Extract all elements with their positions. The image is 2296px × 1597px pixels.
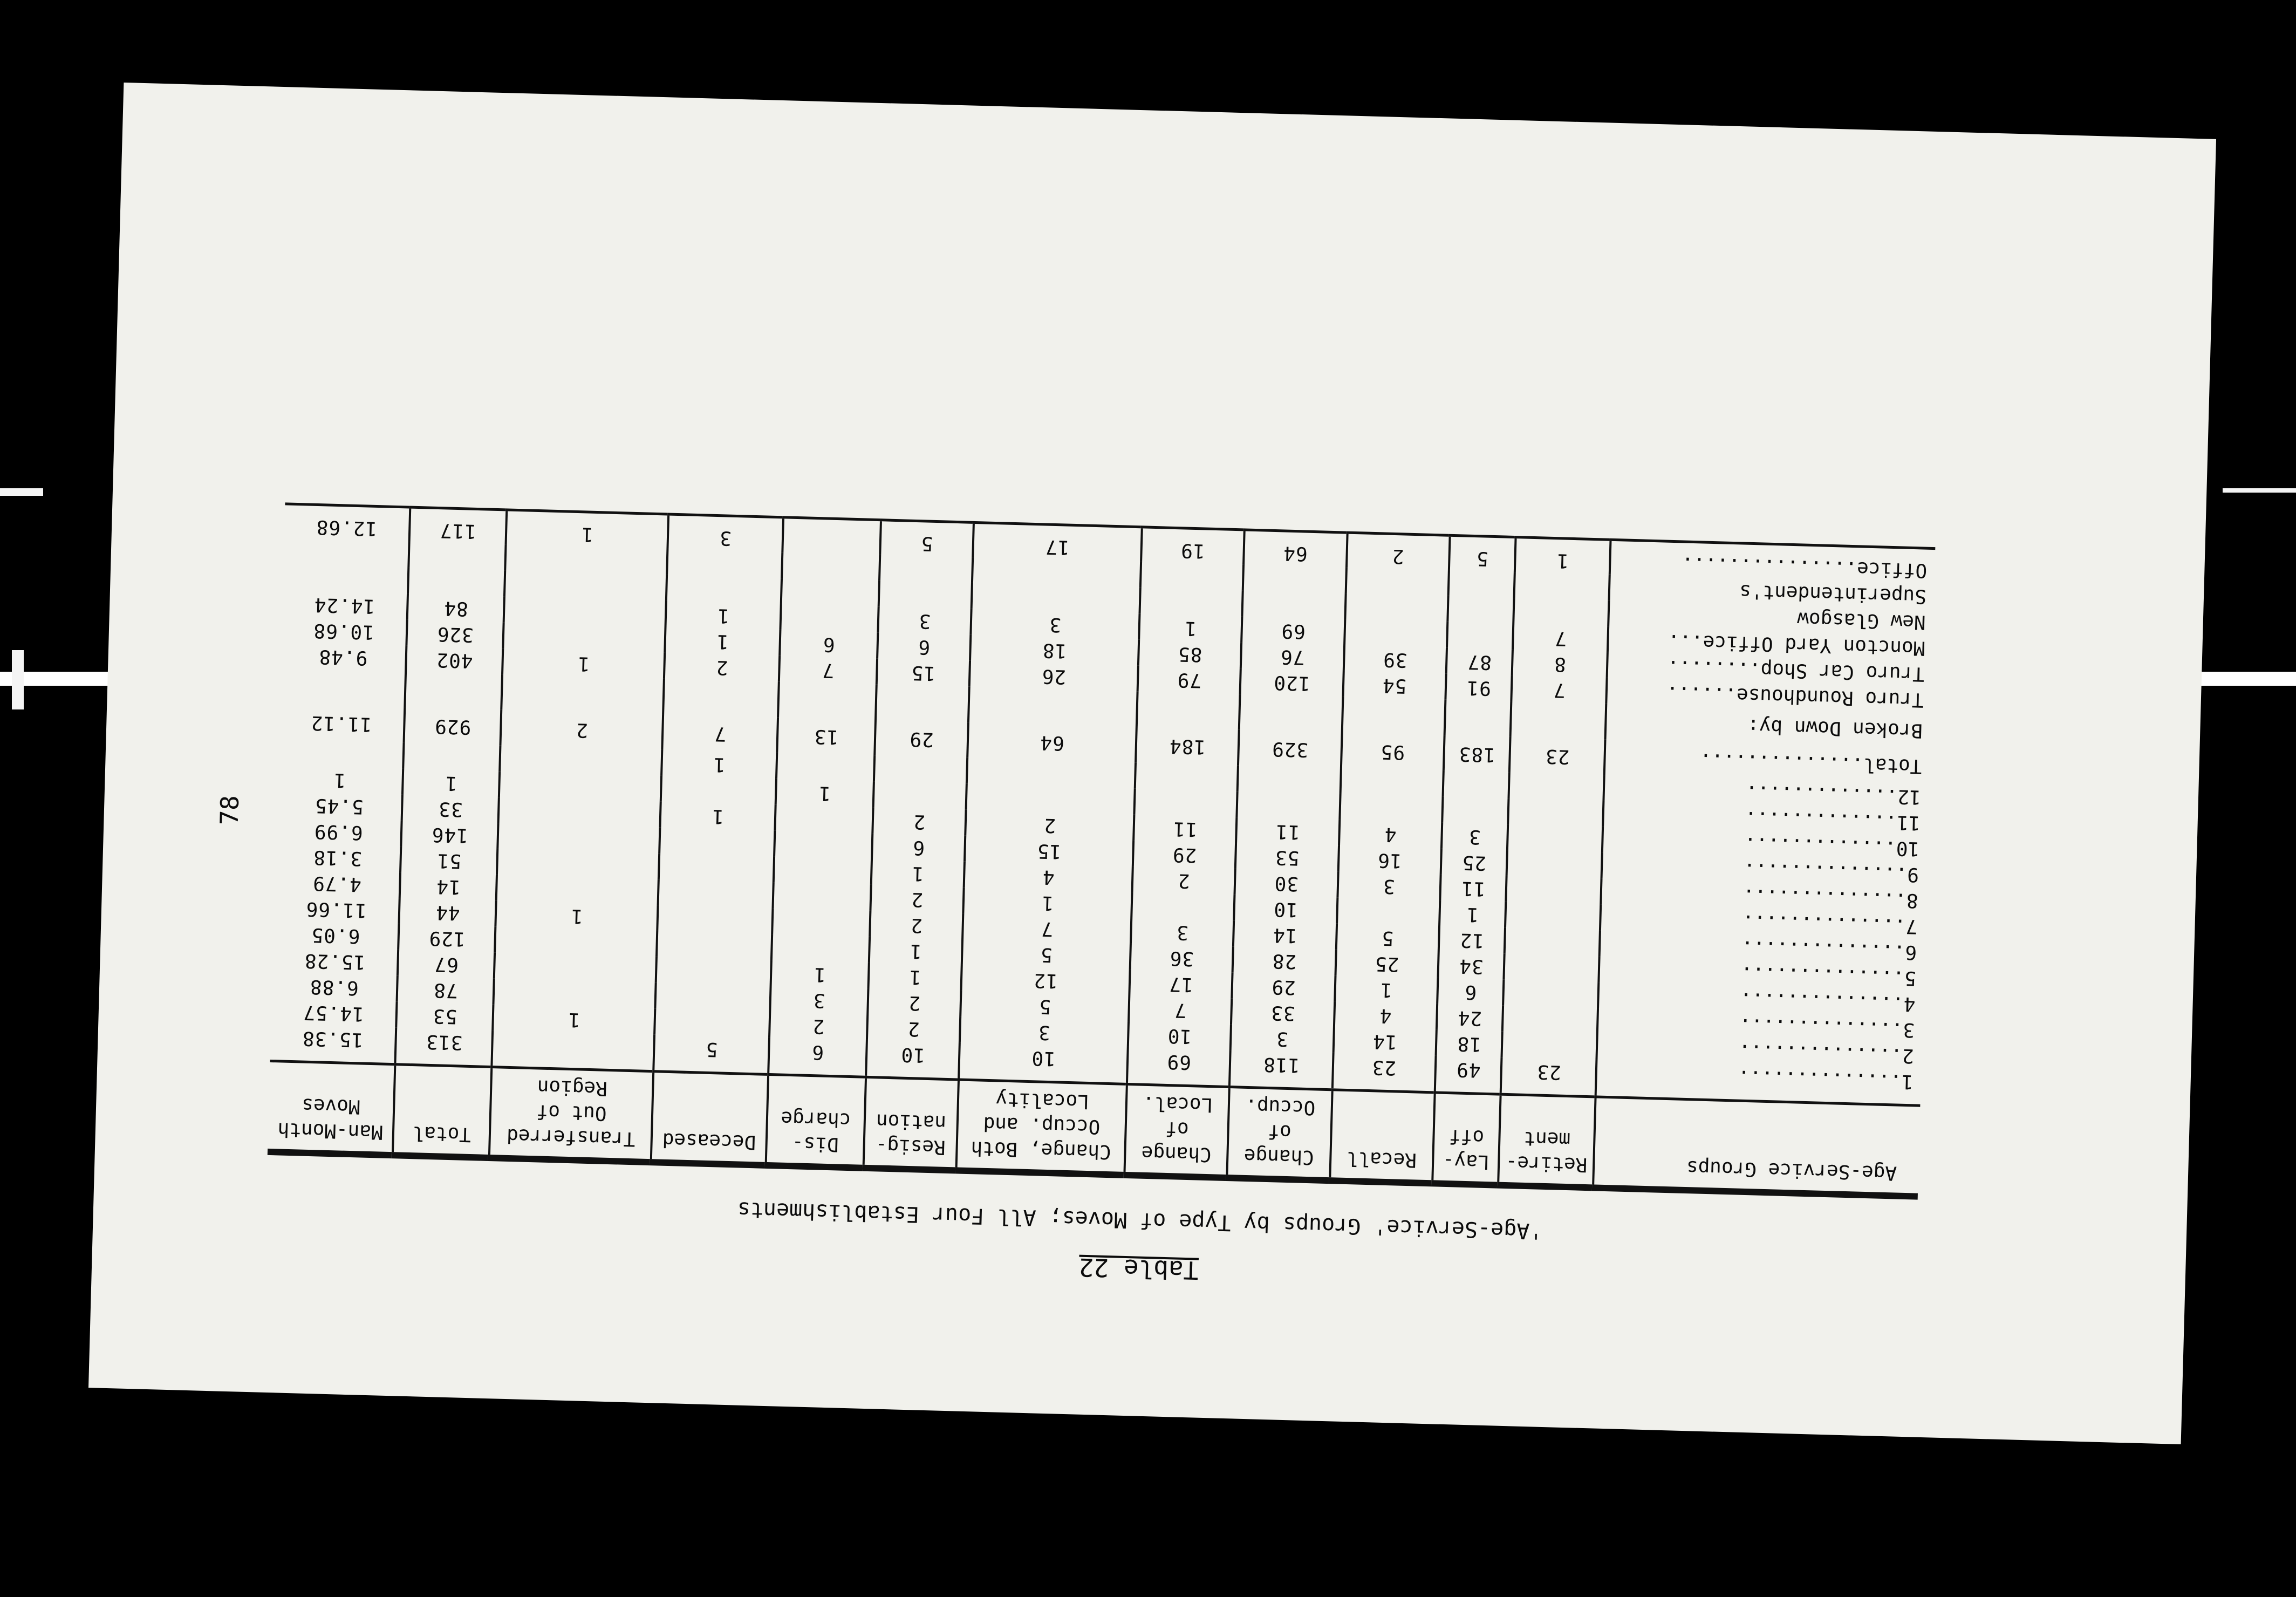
table-cell — [502, 674, 665, 714]
row-label: 2.............. — [1738, 1040, 1915, 1067]
table-cell: 49 — [1434, 1055, 1502, 1094]
table-cell: 10 — [1234, 895, 1337, 923]
table-cell — [774, 856, 872, 885]
table-cell: 29 — [1232, 972, 1335, 1001]
table-cell: 2 — [769, 1012, 867, 1040]
table-cell — [775, 804, 873, 833]
table-cell: 6.05 — [273, 920, 399, 950]
table-cell — [772, 908, 870, 937]
row-label: 6.............. — [1741, 936, 1917, 964]
table-cell — [1239, 694, 1343, 732]
table-cell: 5 — [960, 991, 1129, 1021]
table-cell: 7 — [662, 714, 778, 753]
table-cell: 184 — [1136, 727, 1239, 765]
table-cell: 118 — [1229, 1050, 1333, 1090]
column-header: Man-Month Moves — [268, 1061, 395, 1155]
table-cell: 2 — [872, 807, 966, 836]
table-cell — [408, 568, 505, 597]
table-cell: 10 — [959, 1043, 1128, 1084]
table-cell: 28 — [1233, 946, 1336, 975]
table-cell — [655, 1008, 770, 1038]
table-cell: 33 — [1231, 998, 1334, 1027]
row-label: 10............. — [1744, 832, 1920, 860]
table-cell — [1135, 788, 1238, 817]
table-cell — [1243, 564, 1346, 593]
table-cell: 19 — [1141, 527, 1245, 565]
table-cell — [666, 575, 782, 604]
row-label: Office............... — [1610, 540, 1935, 583]
column-header: Change of Occup. — [1227, 1087, 1332, 1181]
table-cell: 3 — [1231, 1024, 1334, 1053]
table-cell — [1242, 590, 1345, 619]
table-cell: 6 — [877, 632, 971, 661]
table-cell: 1 — [869, 963, 962, 991]
table-cell — [667, 549, 783, 578]
table-cell — [1514, 598, 1609, 626]
table-cell: 2 — [867, 988, 961, 1017]
column-header: Total — [393, 1064, 492, 1158]
table-cell — [409, 542, 506, 571]
table-cell: 4 — [964, 862, 1133, 892]
table-cell: 1 — [496, 900, 658, 931]
table-cell: 12.68 — [284, 504, 411, 542]
table-cell: 2 — [664, 652, 780, 681]
row-label: 7.............. — [1741, 910, 1918, 938]
table-cell — [1131, 892, 1234, 920]
row-label: Moncton Yard Office... — [1668, 630, 1925, 659]
table-cell — [497, 849, 659, 879]
table-cell — [873, 781, 967, 810]
table-cell: 23 — [1332, 1053, 1436, 1093]
table-cell: 129 — [398, 924, 495, 952]
table-cell — [500, 745, 662, 775]
table-cell — [968, 687, 1138, 727]
table-cell: 23 — [1501, 1057, 1597, 1097]
table-cell: 6 — [768, 1038, 867, 1077]
table-cell — [781, 578, 879, 606]
table-cell: 2 — [965, 810, 1134, 840]
table-cell — [776, 753, 874, 781]
table-cell: 11 — [1236, 817, 1339, 845]
column-header: Dis- charge — [766, 1074, 866, 1168]
table-cell — [658, 879, 774, 908]
table-cell: 1 — [662, 749, 777, 779]
table-cell: 26 — [969, 661, 1138, 691]
table-cell — [782, 552, 880, 581]
table-cell — [503, 622, 666, 652]
column-header: Transferred Out of Region — [489, 1067, 653, 1163]
table-cell — [496, 875, 659, 905]
table-cell: 17 — [1129, 970, 1232, 998]
row-label: 11............. — [1744, 807, 1921, 834]
table-cell: 3 — [960, 1017, 1129, 1047]
table-cell — [972, 583, 1140, 613]
table-cell: 3 — [1441, 823, 1508, 850]
table-cell — [405, 672, 503, 710]
table-cell — [1237, 791, 1340, 820]
table-cell — [1504, 980, 1599, 1008]
table-cell: 29 — [1133, 840, 1236, 869]
table-cell: 15 — [877, 658, 970, 687]
table-cell: 2 — [870, 885, 964, 913]
table-cell: 1 — [506, 510, 669, 549]
table-cell: 1 — [963, 888, 1132, 918]
table-cell: 76 — [1241, 642, 1344, 671]
table-cell: 79 — [1138, 665, 1241, 694]
table-cell — [1447, 622, 1514, 650]
table-cell — [1238, 765, 1341, 794]
table-cell: 120 — [1240, 668, 1343, 697]
table-cell: 12 — [1438, 926, 1505, 953]
table-cell — [1444, 700, 1511, 737]
table-cell — [283, 538, 409, 568]
table-cell: 7 — [1512, 675, 1607, 704]
row-label: 9.............. — [1743, 858, 1919, 886]
table-cell — [1505, 902, 1601, 931]
table-cell: 36 — [1130, 944, 1233, 972]
table-cell — [972, 557, 1141, 588]
row-label: 3.............. — [1739, 1014, 1915, 1041]
column-header: Change of Local. — [1124, 1084, 1229, 1178]
table-cell: 34 — [1438, 952, 1505, 979]
table-cell: 25 — [1440, 849, 1507, 876]
table-cell — [1342, 697, 1445, 735]
table-cell: 10 — [1128, 1021, 1231, 1050]
table-cell: 67 — [398, 950, 495, 978]
table-cell — [1447, 596, 1514, 624]
table-cell: 1 — [665, 627, 781, 656]
table-cell — [664, 678, 779, 717]
row-label: 8.............. — [1742, 884, 1919, 912]
table-subtitle: 'Age-Service' Groups by Type of Moves; All Four Establishments — [737, 1197, 1543, 1244]
table-cell: 1 — [660, 801, 776, 830]
table-cell: 29 — [874, 720, 968, 758]
table-cell: 1 — [1335, 975, 1438, 1004]
table-cell — [966, 784, 1135, 814]
table-cell: 78 — [397, 975, 494, 1004]
table-cell: 3 — [1131, 918, 1234, 946]
table-cell: 30 — [1235, 869, 1338, 897]
table-cell: 17 — [973, 522, 1142, 562]
table-cell: 1 — [402, 768, 500, 797]
table-cell: 1 — [502, 648, 665, 678]
column-header: Change, Both Occup. and Locality — [956, 1080, 1127, 1175]
table-cell — [1448, 570, 1515, 598]
table-cell: 2 — [1346, 533, 1450, 570]
table-cell: 1 — [277, 765, 404, 794]
table-cell: 14 — [400, 872, 497, 900]
table-cell: 6 — [872, 833, 965, 862]
table-cell — [499, 771, 661, 801]
table-cell — [492, 1030, 655, 1072]
column-header: Recall — [1330, 1090, 1435, 1184]
table-cell: 3 — [878, 606, 971, 635]
table-cell — [494, 952, 657, 982]
table-cell: 15 — [965, 836, 1133, 866]
table-cell: 53 — [1235, 843, 1338, 871]
table-cell — [495, 926, 657, 957]
table-cell: 39 — [1343, 645, 1446, 674]
table-cell: 64 — [967, 722, 1137, 762]
table-cell: 85 — [1138, 639, 1241, 668]
table-cell — [505, 544, 668, 575]
table-cell — [1345, 593, 1448, 622]
column-header: Lay- off — [1432, 1093, 1501, 1185]
left-strip-notch — [12, 650, 24, 709]
table-cell: 7 — [779, 656, 877, 684]
table-cell: 1 — [770, 960, 869, 988]
table-cell — [498, 797, 661, 827]
table-cell: 1 — [1439, 900, 1506, 928]
table-cell — [1508, 798, 1604, 827]
table-cell — [874, 755, 967, 784]
table-cell: 87 — [1446, 648, 1513, 675]
right-strip-tick — [2223, 488, 2296, 493]
table-cell — [1137, 691, 1240, 729]
table-cell: 326 — [407, 620, 504, 649]
table-cell: 7 — [962, 913, 1131, 944]
table-cell: 10.68 — [281, 616, 407, 645]
row-label: Superintendent's — [1739, 580, 1927, 608]
table-body — [270, 504, 1935, 1105]
table-cell — [1135, 762, 1238, 791]
table-cell — [498, 823, 660, 853]
table-cell: 4 — [1334, 1001, 1437, 1029]
table-cell: 18 — [1436, 1029, 1502, 1057]
table-cell: 11 — [1133, 814, 1236, 843]
table-cell: 13 — [777, 717, 876, 755]
table-cell: 1 — [776, 779, 874, 807]
table-cell: 183 — [1444, 735, 1511, 773]
table-cell — [771, 934, 870, 963]
table-cell — [778, 681, 877, 720]
table-cell — [782, 517, 881, 555]
table-cell — [278, 739, 404, 768]
table-cell — [1140, 588, 1243, 616]
table-cell: 117 — [409, 507, 507, 544]
table-cell: 402 — [406, 646, 503, 674]
table-cell: 1 — [869, 937, 962, 965]
table-cell: 3 — [770, 986, 868, 1014]
table-cell — [967, 758, 1136, 788]
table-cell: 3.18 — [275, 843, 401, 872]
table-cell: 16 — [1338, 845, 1441, 874]
table-cell — [876, 684, 969, 722]
left-strip-tick — [0, 488, 43, 496]
table-cell — [661, 775, 776, 804]
table-cell: 12 — [961, 965, 1130, 995]
table-cell — [504, 596, 666, 626]
table-cell: 54 — [1343, 671, 1446, 700]
table-cell: 33 — [402, 794, 499, 823]
table-cell: 10 — [866, 1040, 960, 1080]
table-cell: 9.48 — [281, 642, 407, 671]
table-cell — [773, 882, 871, 911]
table-cell: 14.57 — [271, 998, 397, 1027]
table-cell: 18 — [970, 635, 1139, 665]
table-cell: 5.45 — [277, 791, 403, 820]
page-number: 78 — [214, 795, 245, 826]
row-label: 1.............. — [1738, 1066, 1914, 1093]
column-header: Resig- nation — [864, 1077, 959, 1170]
table-cell: 3 — [668, 514, 783, 552]
table-cell: 6.99 — [276, 817, 402, 846]
table-cell — [780, 604, 878, 632]
table-cell: 5 — [880, 520, 974, 557]
table-cell: 44 — [399, 898, 496, 926]
table-cell: 69 — [1241, 616, 1344, 645]
row-label: Truro Roundhouse...... — [1666, 681, 1924, 711]
table-cell: 69 — [1127, 1047, 1231, 1087]
table-cell — [1344, 619, 1447, 648]
table-cell — [404, 742, 501, 771]
table-cell — [655, 982, 771, 1012]
table-cell: 5 — [1336, 923, 1439, 952]
table-cell: 25 — [1335, 949, 1438, 978]
table-cell: 5 — [962, 939, 1131, 970]
table-cell: 14 — [1233, 920, 1336, 949]
table-cell — [494, 978, 656, 1008]
table-cell: 15.38 — [270, 1024, 396, 1064]
table-cell — [774, 830, 872, 859]
table-cell — [879, 581, 972, 609]
table-cell: 929 — [404, 707, 502, 745]
table-cell: 14 — [1333, 1027, 1436, 1055]
table-cell — [1511, 701, 1606, 740]
table-cell — [657, 931, 772, 960]
table-cell: 329 — [1238, 729, 1342, 768]
row-label: Total.............. — [1699, 749, 1922, 777]
row-label: New Glasgow — [1796, 608, 1926, 633]
table-cell: 3 — [1337, 871, 1440, 900]
table-cell: 7 — [1129, 995, 1232, 1024]
table-cell — [660, 827, 775, 856]
table-cell: 1 — [871, 859, 965, 888]
table-cell: 84 — [407, 594, 504, 623]
table-cell: 64 — [1243, 530, 1347, 568]
table-cell — [1337, 897, 1440, 926]
table-cell: 1 — [666, 601, 781, 630]
table-cell — [279, 668, 406, 707]
table-cell — [1505, 928, 1600, 957]
table-cell: 2 — [870, 911, 963, 939]
table-cell: 2 — [1132, 866, 1235, 895]
table-cell — [1502, 1006, 1598, 1034]
table-cell — [1506, 876, 1602, 905]
table-cell — [659, 853, 774, 882]
table-cell: 11 — [1440, 875, 1507, 902]
table-cell — [656, 957, 771, 986]
table-cell — [283, 564, 409, 593]
table-cell: 3 — [971, 609, 1139, 639]
table-cell: 1 — [1515, 537, 1610, 575]
table-cell: 8 — [1512, 650, 1608, 678]
table-cell — [1443, 771, 1509, 798]
table-cell: 6.88 — [272, 972, 398, 1001]
row-label: 5.............. — [1740, 962, 1917, 989]
table-cell — [1140, 562, 1243, 590]
table-cell: 2 — [501, 709, 664, 749]
scanned-page — [88, 83, 2216, 1444]
column-header: Age-Service Groups — [1593, 1097, 1920, 1197]
table-cell: 51 — [400, 846, 497, 875]
table-cell: 313 — [395, 1027, 493, 1067]
table-cell: 2 — [867, 1014, 960, 1043]
table-cell — [1507, 850, 1602, 879]
row-label: 12............. — [1745, 781, 1922, 808]
table-cell: 14.24 — [282, 590, 408, 619]
table-cell — [1442, 797, 1509, 824]
table-cell — [1507, 824, 1603, 853]
table-cell — [1509, 773, 1604, 801]
column-header: Retire- ment — [1499, 1094, 1596, 1187]
table-cell: 11.12 — [279, 704, 405, 742]
table-cell — [1340, 768, 1443, 796]
table-cell: 91 — [1445, 674, 1512, 701]
table-cell: 6 — [780, 630, 878, 658]
table-cell — [1340, 794, 1443, 822]
table-cell: 4 — [1339, 820, 1442, 848]
column-header: Deceased — [651, 1072, 768, 1165]
table-cell — [1504, 954, 1600, 982]
table-cell: 4.79 — [275, 869, 401, 898]
table-cell — [879, 555, 973, 583]
table-cell: 5 — [1449, 535, 1516, 572]
table-cell: 11.66 — [274, 895, 400, 924]
page-content — [88, 83, 2216, 1444]
table-cell: 1 — [1139, 613, 1242, 642]
table-cell — [1502, 1032, 1597, 1060]
table-cell — [1514, 572, 1610, 600]
row-label: Truro Car Shop........ — [1666, 656, 1925, 685]
table-cell: 15.28 — [272, 946, 399, 975]
table-cell: 146 — [401, 820, 498, 849]
table-cell — [504, 570, 667, 600]
table-cell — [658, 905, 773, 934]
table-cell — [1345, 568, 1448, 596]
row-label: 4.............. — [1739, 988, 1916, 1015]
table-title: Table 22 — [1078, 1252, 1199, 1285]
age-service-table — [268, 502, 1936, 1199]
row-label: Broken Down by: — [1747, 714, 1923, 742]
table-cell: 53 — [397, 1001, 494, 1030]
table-cell: 24 — [1437, 1004, 1504, 1031]
table-cell: 5 — [654, 1034, 769, 1074]
table-cell: 1 — [493, 1004, 655, 1034]
table-cell: 23 — [1509, 737, 1605, 775]
table-cell: 6 — [1437, 978, 1504, 1005]
table-cell: 7 — [1513, 624, 1608, 652]
table-cell: 95 — [1341, 732, 1444, 770]
